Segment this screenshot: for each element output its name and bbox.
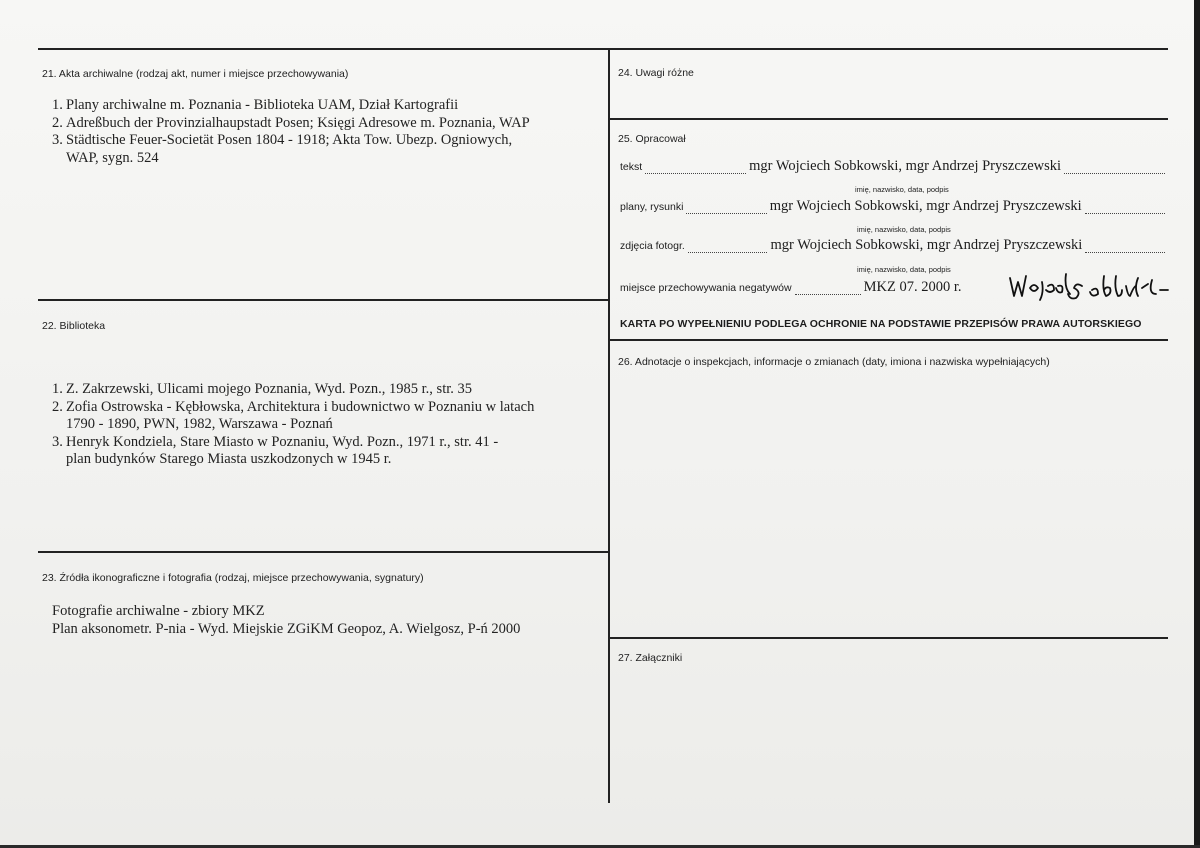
section-21-list (52, 97, 530, 167)
list-item: 3. Henryk Kondziela, Stare Miasto w Poznaniu, Wyd. Pozn., 1971 r., str. 41 - plan budynków Starego Miasta uszkodzonych w 1945 r. (52, 433, 499, 467)
section-26-title: 26. Adnotacje o inspekcjach, informacje o zmianach (daty, imiona i nazwiska wypełniających) (618, 356, 1050, 368)
center-divider (608, 48, 610, 803)
row-label: tekst (620, 161, 643, 173)
signature (1006, 268, 1176, 308)
row-sublabel: imię, nazwisko, data, podpis (857, 225, 951, 234)
list-item: 2. Zofia Ostrowska - Kębłowska, Architektura i budownictwo w Poznaniu w latach 1790 - 1890, PWN, 1982, Warszawa - Poznań (52, 398, 535, 432)
section-22-title: 22. Biblioteka (42, 320, 106, 332)
list-item: 1. Plany archiwalne m. Poznania - Biblioteka UAM, Dział Kartografii (52, 97, 459, 113)
section-23-line-2: Plan aksonometr. P-nia - Wyd. Miejskie ZGiKM Geopoz, A. Wielgosz, P-ń 2000 (52, 621, 521, 637)
section-25-title: 25. Opracował (618, 133, 686, 145)
divider-21-22 (38, 299, 609, 301)
divider-22-23 (38, 551, 609, 553)
author-row-photos (620, 237, 1168, 257)
row-label: plany, rysunki (620, 201, 684, 213)
section-23-line-1: Fotografie archiwalne - zbiory MKZ (52, 603, 265, 619)
section-27-title: 27. Załączniki (618, 652, 683, 664)
row-value: mgr Wojciech Sobkowski, mgr Andrzej Pryszczewski (749, 158, 1062, 174)
row-sublabel: imię, nazwisko, data, podpis (857, 265, 951, 274)
negatives-row (620, 279, 1000, 299)
author-row-plans (620, 198, 1168, 218)
section-21-title: 21. Akta archiwalne (rodzaj akt, numer i miejsce przechowywania) (42, 68, 349, 80)
copyright-notice: KARTA PO WYPEŁNIENIU PODLEGA OCHRONIE NA PODSTAWIE PRZEPISÓW PRAWA AUTORSKIEGO (620, 318, 1142, 330)
section-24-title: 24. Uwagi różne (618, 67, 694, 79)
list-item: 1. Z. Zakrzewski, Ulicami mojego Poznania, Wyd. Pozn., 1985 r., str. 35 (52, 381, 472, 397)
divider-26-27 (608, 637, 1168, 639)
divider-24-25 (608, 118, 1168, 120)
top-border (38, 48, 1168, 50)
row-sublabel: imię, nazwisko, data, podpis (855, 185, 949, 194)
list-item: 2. Adreßbuch der Provinzialhaupstadt Posen; Księgi Adresowe m. Poznania, WAP (52, 114, 530, 131)
row-value: mgr Wojciech Sobkowski, mgr Andrzej Pryszczewski (769, 198, 1082, 214)
row-value: mgr Wojciech Sobkowski, mgr Andrzej Pryszczewski (770, 237, 1083, 253)
row-label: zdjęcia fotogr. (620, 240, 685, 252)
negatives-value: MKZ 07. 2000 r. (863, 279, 962, 295)
section-22-list (52, 381, 534, 469)
list-item: 3. Städtische Feuer-Societät Posen 1804 - 1918; Akta Tow. Ubezp. Ogniowych, WAP, sygn. 524 (52, 132, 513, 166)
author-row-text (620, 158, 1168, 178)
scan-edge-right (1194, 0, 1200, 848)
negatives-label: miejsce przechowywania negatywów (620, 282, 792, 294)
divider-25-26 (608, 339, 1168, 341)
section-23-title: 23. Źródła ikonograficzne i fotografia (rodzaj, miejsce przechowywania, sygnatury) (42, 572, 424, 584)
